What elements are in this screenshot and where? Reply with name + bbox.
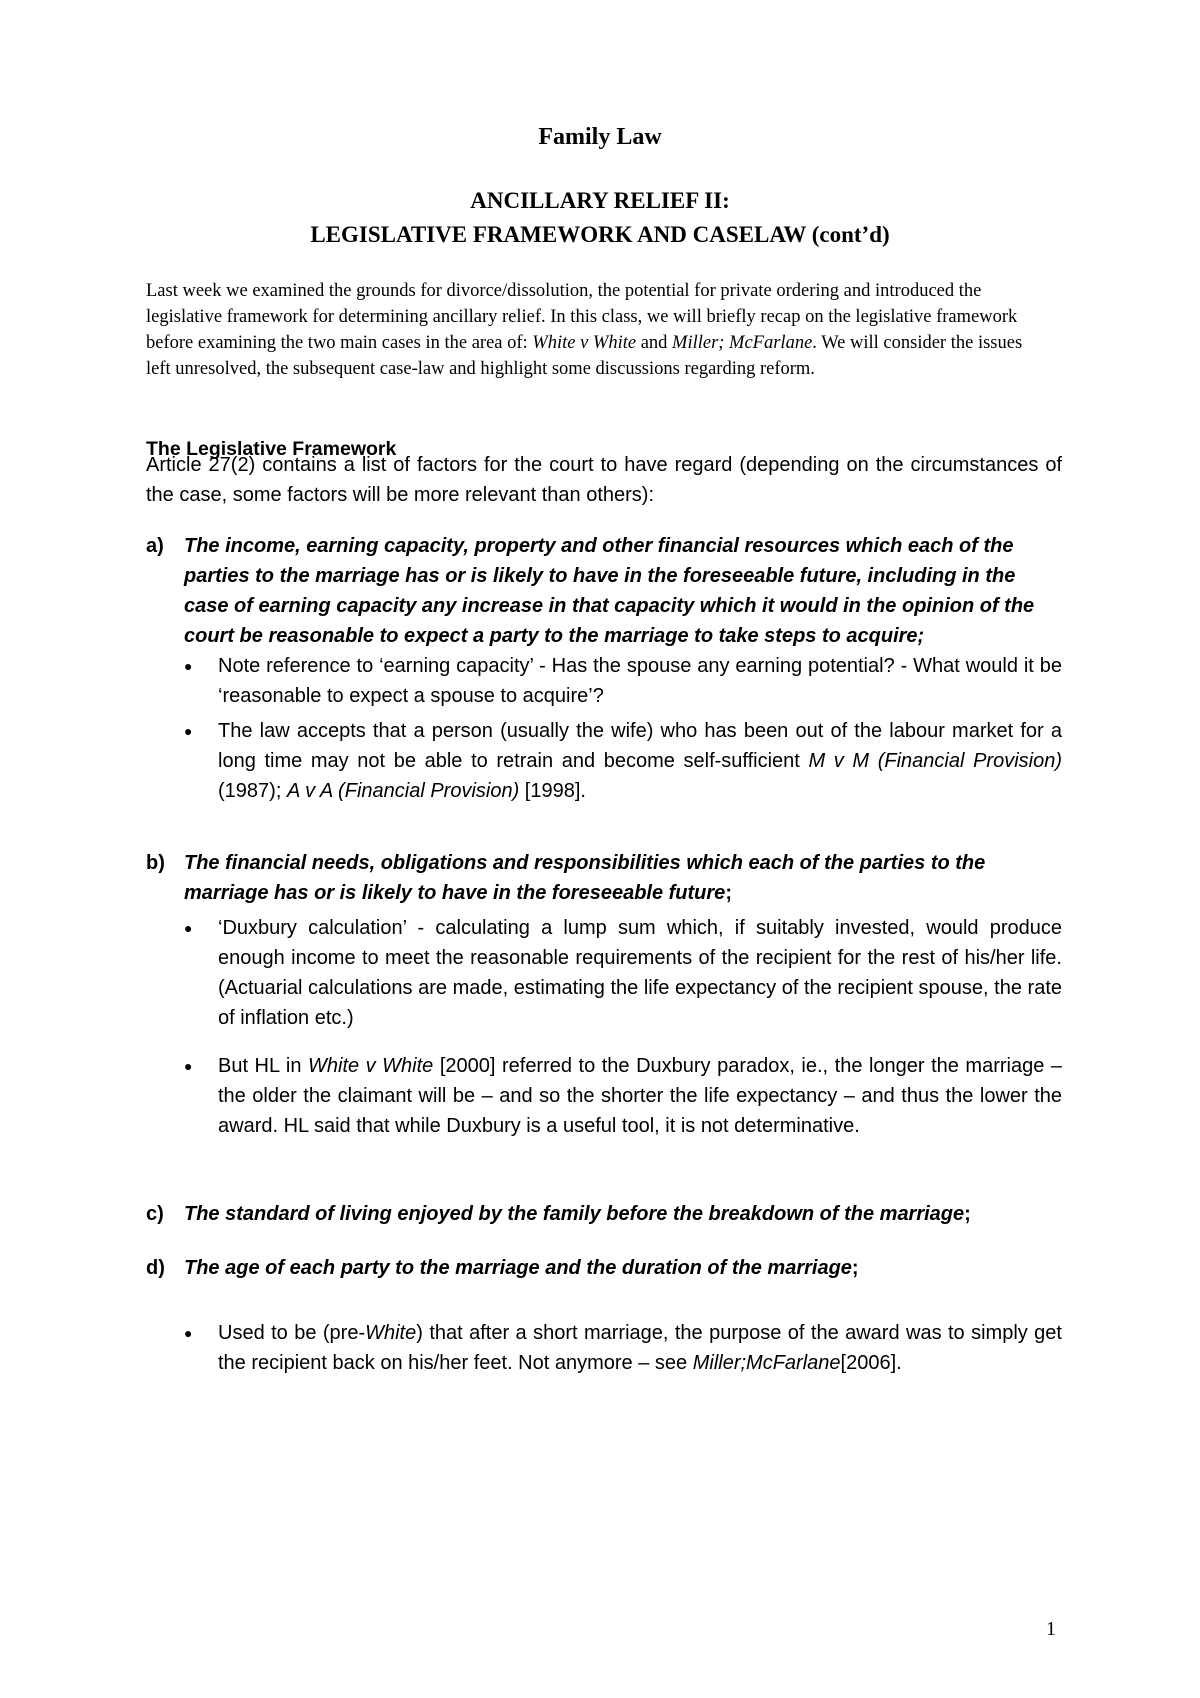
intro-case-2: Miller; McFarlane	[672, 333, 813, 353]
factor-c-label: c)	[146, 1203, 164, 1225]
section-heading: The Legislative Framework	[146, 438, 397, 460]
factor-a-bullet-1-text: Note reference to ‘earning capacity’ - Has the spouse any earning potential? - What would it be ‘reasonable to expect a spouse to acquire’?	[218, 655, 1062, 707]
factor-d	[146, 1253, 1062, 1283]
factor-d-bullet-1-text: Used to be (pre-White) that after a short marriage, the purpose of the award was to simply get the recipient back on his/her feet. Not anymore – see Miller;McFarlane[2006].	[218, 1322, 1062, 1374]
factor-c	[146, 1199, 1062, 1229]
factor-b-text: The financial needs, obligations and responsibilities which each of the parties to the marriage has or is likely to have in the foreseeable future;	[184, 852, 986, 904]
bullet-icon: ●	[184, 920, 193, 936]
bullet-icon: ●	[184, 1325, 193, 1341]
factor-a-bullet-2	[184, 716, 1062, 806]
article-paragraph: Article 27(2) contains a list of factors for the court to have regard (depending on the circumstances of the case, some factors will be more relevant than others):	[146, 454, 1062, 506]
page-number: 1	[1046, 1618, 1056, 1640]
bullet-icon: ●	[184, 1058, 193, 1074]
bullet-icon: ●	[184, 658, 193, 674]
intro-and: and	[636, 333, 673, 353]
subtitle-line-1: ANCILLARY RELIEF II:	[470, 188, 730, 213]
factor-b-label: b)	[146, 852, 165, 874]
factor-d-label: d)	[146, 1257, 165, 1279]
factor-b-bullet-2-text: But HL in White v White [2000] referred to the Duxbury paradox, ie., the longer the marriage – the older the claimant will be – and so the shorter the life expectancy – and thus the lower the award. HL said that while Duxbury is a useful tool, it is not determinative.	[218, 1055, 1062, 1137]
factor-b-bullet-2	[184, 1051, 1062, 1141]
factor-c-text: The standard of living enjoyed by the family before the breakdown of the marriage;	[184, 1203, 971, 1225]
document-title: Family Law	[538, 124, 662, 150]
intro-text-1: Last week we examined the grounds for divorce/dissolution, the potential for private ordering and introduced the legislative framework for determining ancillary relief. In this class, we will briefly recap on the legislative framework before examining the two main cases in the area of:	[146, 281, 1018, 353]
factor-a-bullet-1	[184, 651, 1062, 711]
factor-d-bullet-1	[184, 1318, 1062, 1378]
bullet-icon: ●	[184, 723, 193, 739]
factor-d-text: The age of each party to the marriage and the duration of the marriage;	[184, 1257, 859, 1279]
factor-a-bullet-2-text: The law accepts that a person (usually the wife) who has been out of the labour market for a long time may not be able to retrain and become self-sufficient M v M (Financial Provision) (1987); A v A (Financial Provision) [1998].	[218, 720, 1062, 802]
intro-text-2: . We will consider the issues left unresolved, the subsequent case-law and highlight some discussions regarding reform.	[146, 333, 1023, 379]
factor-b-bullet-1	[184, 913, 1062, 1033]
factor-a-text: The income, earning capacity, property and other financial resources which each of the parties to the marriage has or is likely to have in the foreseeable future, including in the case of earning capacity any increase in that capacity which it would in the opinion of the court be reasonable to expect a party to the marriage to take steps to acquire;	[184, 535, 1035, 647]
factor-b	[146, 848, 1062, 908]
intro-paragraph	[146, 278, 1046, 382]
subtitle-line-2: LEGISLATIVE FRAMEWORK AND CASELAW (cont’d)	[310, 222, 890, 247]
factor-b-bullet-1-text: ‘Duxbury calculation’ - calculating a lump sum which, if suitably invested, would produce enough income to meet the reasonable requirements of the recipient for the rest of his/her life. (Actuarial calculations are made, estimating the life expectancy of the recipient spouse, the rate of inflation etc.)	[218, 917, 1062, 1029]
intro-case-1: White v White	[532, 333, 637, 353]
factor-a-label: a)	[146, 535, 164, 557]
factor-a	[146, 531, 1062, 651]
